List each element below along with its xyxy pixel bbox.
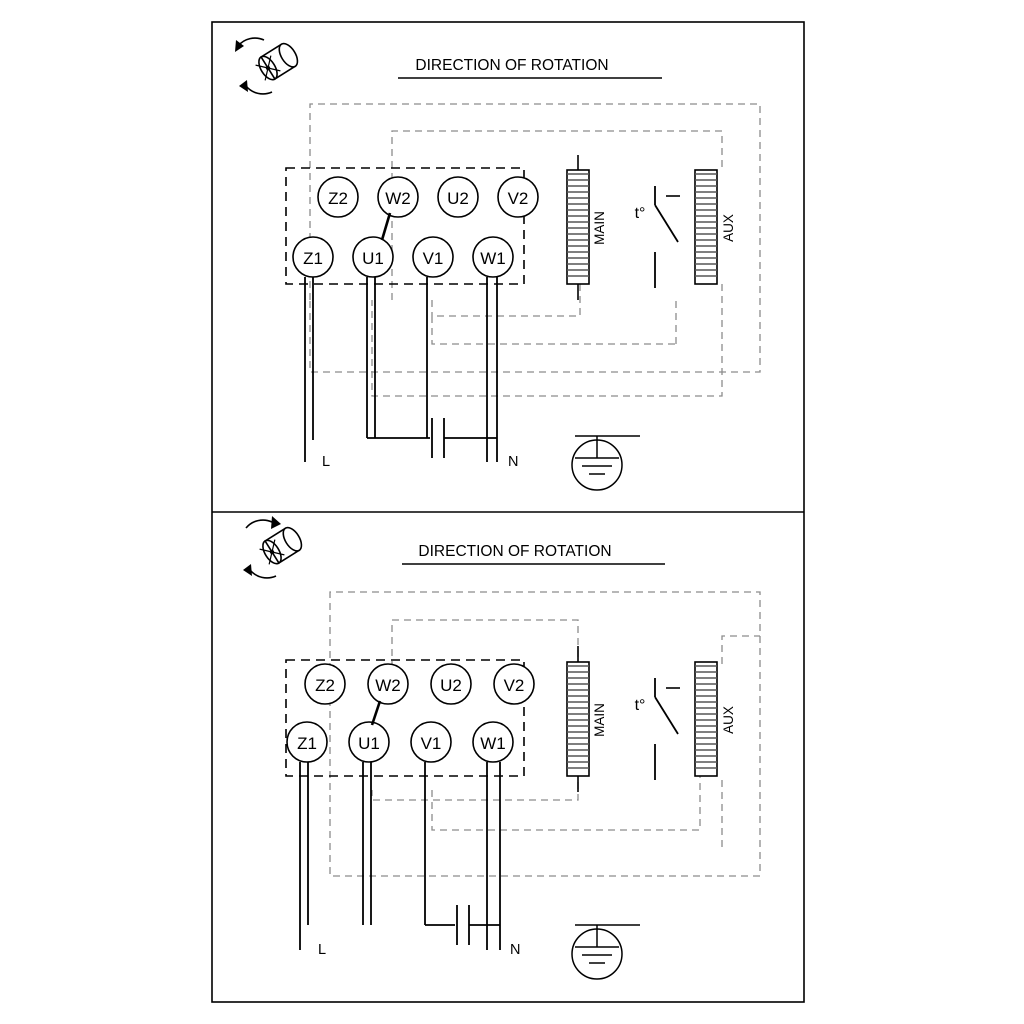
terminal-W2[interactable] [378, 177, 418, 217]
svg-text:V2: V2 [507, 189, 529, 208]
svg-text:V1: V1 [420, 734, 442, 753]
terminal-U1-b[interactable] [349, 722, 389, 762]
terminal-W1[interactable] [473, 237, 513, 277]
svg-text:W2: W2 [385, 189, 411, 208]
terminal-Z1-b[interactable] [287, 722, 327, 762]
terminal-V1-b[interactable] [411, 722, 451, 762]
panel-bottom-heading: DIRECTION OF ROTATION [418, 543, 612, 560]
terminal-Z2-b[interactable] [305, 664, 345, 704]
svg-text:W1: W1 [480, 249, 506, 268]
svg-text:U2: U2 [447, 189, 469, 208]
svg-text:U1: U1 [362, 249, 384, 268]
svg-text:t°: t° [634, 697, 646, 714]
terminal-V2[interactable] [498, 177, 538, 217]
label-L-top: L [322, 454, 331, 470]
svg-text:U1: U1 [358, 734, 380, 753]
panel-top-heading: DIRECTION OF ROTATION [415, 57, 609, 74]
terminal-Z1[interactable] [293, 237, 333, 277]
svg-text:Z1: Z1 [303, 249, 323, 268]
terminal-V1[interactable] [413, 237, 453, 277]
terminal-V2-b[interactable] [494, 664, 534, 704]
svg-text:MAIN: MAIN [592, 703, 607, 737]
svg-text:W2: W2 [375, 676, 401, 695]
svg-text:V1: V1 [422, 249, 444, 268]
svg-text:Z2: Z2 [315, 676, 335, 695]
svg-text:t°: t° [634, 205, 646, 222]
terminal-Z2[interactable] [318, 177, 358, 217]
label-N-top: N [508, 454, 519, 470]
svg-text:W1: W1 [480, 734, 506, 753]
terminal-W1-b[interactable] [473, 722, 513, 762]
svg-text:U2: U2 [440, 676, 462, 695]
svg-text:AUX: AUX [721, 706, 736, 734]
label-N-bottom: N [510, 942, 521, 958]
svg-text:MAIN: MAIN [592, 211, 607, 245]
label-L-bottom: L [318, 942, 327, 958]
svg-text:V2: V2 [503, 676, 525, 695]
svg-text:Z1: Z1 [297, 734, 317, 753]
terminal-U1[interactable] [353, 237, 393, 277]
terminal-U2-b[interactable] [431, 664, 471, 704]
terminal-W2-b[interactable] [368, 664, 408, 704]
svg-text:Z2: Z2 [328, 189, 348, 208]
svg-text:AUX: AUX [721, 214, 736, 242]
terminal-U2[interactable] [438, 177, 478, 217]
